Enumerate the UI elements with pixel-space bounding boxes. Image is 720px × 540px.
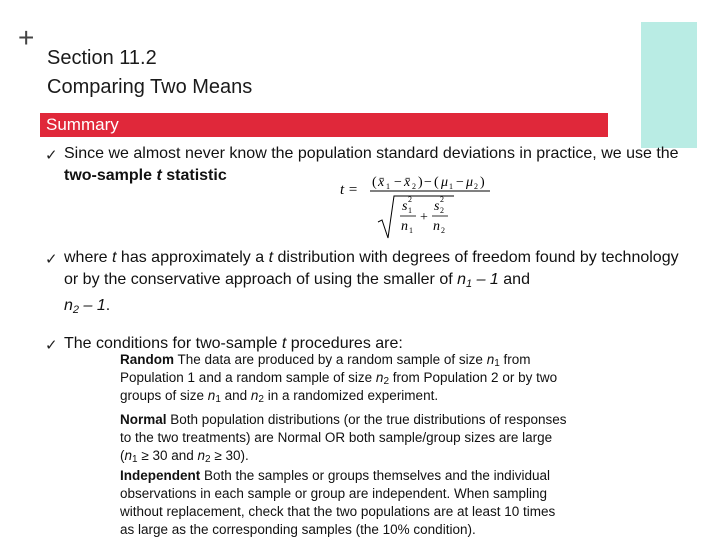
independent-condition-line-2 — [120, 485, 547, 503]
normal-condition-line-3 — [120, 447, 249, 469]
random-text-1: The data are produced by a random sample of size — [177, 352, 487, 367]
bullet-2-n2-sub: 2 — [72, 304, 80, 316]
formula-minus-1: − — [394, 175, 402, 190]
random-text-3c: in a randomized experiment. — [263, 388, 439, 403]
bullet-3-text-2: procedures are: — [286, 335, 403, 352]
random-label: Random — [120, 352, 174, 367]
bullet-2-text-1: where — [64, 249, 113, 266]
formula-s1-exp: 2 — [408, 195, 412, 204]
independent-text-2: observations in each sample or group are independent. When sampling — [120, 486, 548, 501]
formula-s2-exp: 2 — [440, 195, 444, 204]
random-n-4: n — [250, 388, 259, 403]
bullet-2-dot: . — [105, 297, 111, 314]
formula-n1-sub: 1 — [409, 226, 413, 235]
formula-x2-sub: 2 — [412, 182, 416, 191]
formula-n1: n — [401, 219, 408, 234]
bullet-2-text-2: has approximately a — [116, 249, 269, 266]
random-condition-line-3 — [120, 387, 438, 409]
formula-mu2: μ — [466, 175, 474, 190]
check-icon: ✓ — [45, 337, 58, 354]
formula-s1-sub: 1 — [408, 206, 412, 215]
independent-text-3: without replacement, check that the two populations are at least 10 times — [120, 504, 556, 519]
normal-text-3b: ≥ 30 and — [137, 448, 198, 463]
bullet-2-t: t — [112, 249, 117, 266]
formula-s2-sub: 2 — [440, 206, 444, 215]
independent-condition-line-3 — [120, 503, 555, 521]
two-sample-t-formula — [338, 170, 498, 240]
normal-n-1-sub: 1 — [132, 454, 138, 465]
formula-minus-3: − — [456, 175, 464, 190]
formula-mu1: μ — [441, 175, 449, 190]
bullet-2-text-3: distribution with degrees of freedom found by technology or by the conservative approach of using the smaller of — [64, 249, 679, 288]
bullet-2 — [64, 247, 689, 321]
formula-s1: s — [402, 199, 408, 214]
bullet-2-n1-letter: n — [457, 271, 467, 288]
random-n-4-sub: 2 — [258, 394, 264, 405]
independent-text-1: Both the samples or groups themselves and the individual — [204, 468, 550, 483]
bullet-1-text: Since we almost never know the population standard deviations in practice, we use the — [64, 145, 679, 162]
random-text-2: Population 1 and a random sample of size — [120, 370, 376, 385]
bullet-3-t: t — [281, 335, 287, 352]
bullet-1-bold-1: two-sample — [64, 167, 157, 184]
random-n-2: n — [375, 370, 384, 385]
random-text-3: groups of size — [120, 388, 208, 403]
random-text-3b: and — [220, 388, 251, 403]
independent-condition-line-4 — [120, 521, 476, 539]
title-line-1: Section 11.2 — [47, 47, 157, 69]
independent-text-4: as large as the corresponding samples (the 10% condition). — [120, 522, 476, 537]
normal-n-2: n — [197, 448, 206, 463]
bullet-2-and: and — [498, 271, 530, 288]
bullet-2-minus-2: – 1 — [79, 297, 106, 314]
summary-heading: Summary — [46, 115, 119, 134]
summary-bar — [40, 113, 608, 137]
bullet-2-minus-1: – 1 — [472, 271, 499, 288]
bullet-1-bold-italic: t — [156, 167, 162, 184]
formula-paren-open-2: ( — [434, 175, 439, 190]
normal-condition-line-1 — [120, 411, 567, 429]
title-line-2: Comparing Two Means — [47, 76, 253, 98]
formula-mu2-sub: 2 — [474, 182, 478, 191]
formula-paren-open: ( — [372, 175, 377, 190]
normal-n-1: n — [124, 448, 133, 463]
accent-block — [641, 22, 697, 148]
normal-label: Normal — [120, 412, 167, 427]
slide-title — [47, 44, 252, 102]
formula-plus: + — [420, 210, 428, 225]
check-icon: ✓ — [45, 251, 58, 268]
formula-n2: n — [433, 219, 440, 234]
independent-label: Independent — [120, 468, 201, 483]
plus-icon: + — [18, 22, 35, 53]
random-n-3: n — [207, 388, 216, 403]
random-text-1b: from — [499, 352, 531, 367]
bullet-3-text-1: The conditions for two-sample — [64, 335, 282, 352]
formula-mu1-sub: 1 — [449, 182, 453, 191]
formula-x2: x̄ — [404, 175, 411, 190]
normal-text-2: to the two treatments) are Normal OR both sample/group sizes are large — [120, 430, 553, 445]
normal-condition-line-2 — [120, 429, 552, 447]
formula-x1: x̄ — [378, 175, 385, 190]
bullet-2-n2-letter: n — [64, 297, 73, 314]
normal-text-1: Both population distributions (or the true distributions of responses — [170, 412, 567, 427]
random-text-2b: from Population 2 or by two — [389, 370, 558, 385]
normal-text-3c: ≥ 30). — [210, 448, 249, 463]
bullet-2-n1-sub: 1 — [466, 278, 473, 290]
normal-n-2-sub: 2 — [205, 454, 211, 465]
normal-text-3a: ( — [120, 448, 125, 463]
formula-paren-close: ) — [418, 175, 423, 190]
formula-s2: s — [434, 199, 440, 214]
bullet-1-bold — [64, 167, 227, 184]
check-icon: ✓ — [45, 147, 58, 164]
bullet-2-n1 — [457, 271, 499, 288]
formula-paren-close-2: ) — [480, 175, 485, 190]
bullet-2-t-2: t — [268, 249, 274, 266]
random-n-1: n — [486, 352, 495, 367]
formula-lhs: t = — [340, 182, 359, 198]
bullet-1-bold-2: statistic — [161, 167, 227, 184]
random-n-3-sub: 1 — [215, 394, 221, 405]
formula-n2-sub: 2 — [441, 226, 445, 235]
independent-condition-line-1 — [120, 467, 550, 485]
bullet-2-n2 — [64, 297, 106, 314]
formula-minus-2: − — [424, 175, 432, 190]
formula-x1-sub: 1 — [386, 182, 390, 191]
random-n-1-sub: 1 — [494, 358, 500, 369]
random-n-2-sub: 2 — [383, 376, 389, 387]
